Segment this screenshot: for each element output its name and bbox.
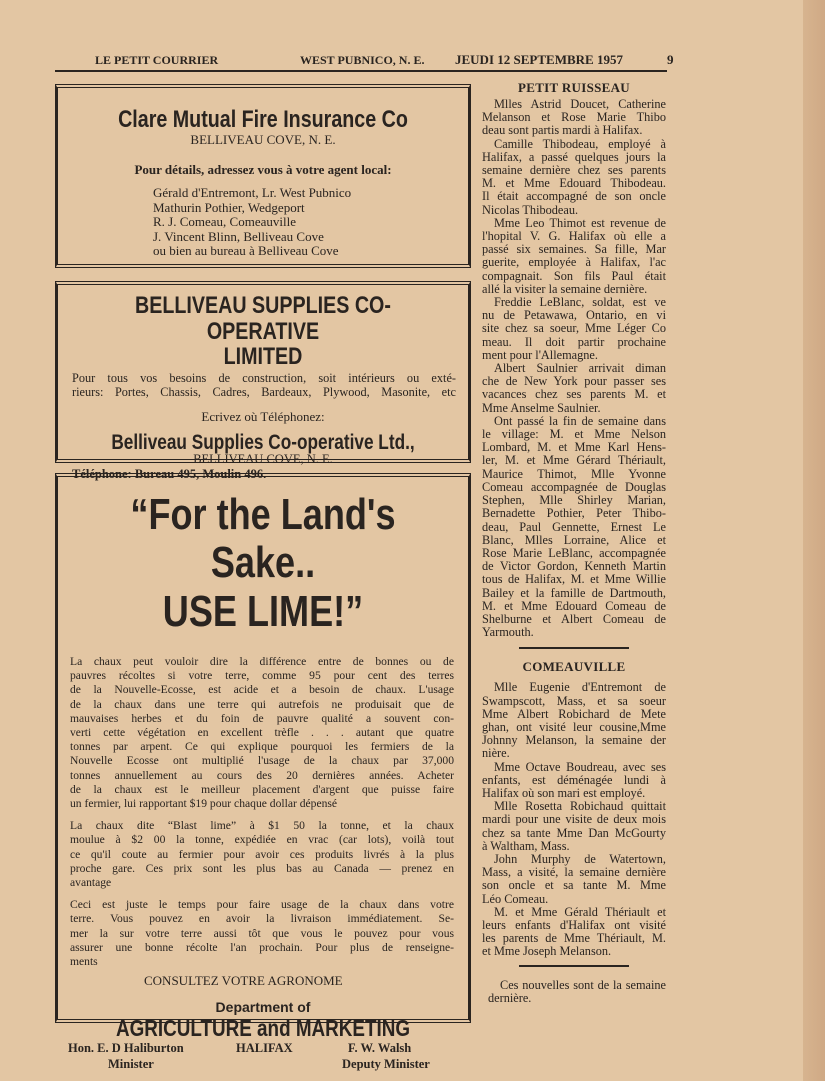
- text-line: Camille Thibodeau, employé à: [494, 136, 666, 151]
- text-line: che de New York pour passer ses: [482, 374, 666, 389]
- text-line: Melanson et Rose Marie Thibo: [482, 110, 666, 125]
- text-line: Stephen, Mlle Shirley Marian,: [482, 493, 666, 508]
- section-heading: PETIT RUISSEAU: [518, 80, 630, 95]
- text-line: verti cette végétation en excellent trèfle . . . autant que quatre: [70, 726, 454, 740]
- news-paragraph: [482, 906, 666, 959]
- text-line: à Waltham, Mass.: [482, 838, 570, 853]
- text-line: semaine dernière chez ses parents: [482, 163, 666, 178]
- text-line: Mlles Astrid Doucet, Catherine: [494, 97, 666, 111]
- text-line: Bailey et la famille de Dartmouth,: [482, 585, 666, 600]
- text-line: assurer une bonne récolte l'an prochain. Pour plus de renseigne-: [70, 940, 454, 954]
- agent-list: [153, 186, 468, 259]
- text-line: son oncle et sa tante M. Mme: [482, 878, 666, 893]
- section-heading: COMEAUVILLE: [522, 659, 626, 675]
- text-line: Blanc, Mlles Lorraine, Alice et: [482, 532, 666, 547]
- ad-consult: CONSULTEZ VOTRE AGRONOME: [144, 973, 343, 989]
- ad-paragraph: [70, 898, 454, 969]
- ad-title: Clare Mutual Fire Insurance Co: [118, 106, 408, 133]
- ad-headline: “For the Land's Sake..: [130, 490, 396, 587]
- news-paragraph: [482, 217, 666, 296]
- text-line: vacances chez ses parents M. et: [482, 387, 666, 402]
- text-line: avantage: [70, 876, 112, 890]
- text-line: dernière.: [488, 990, 532, 1005]
- section-comeauville: [482, 681, 666, 958]
- text-line: La chaux peut vouloir dire la différence entre de bonnes ou de: [70, 655, 454, 668]
- news-paragraph: [482, 362, 666, 415]
- text-line: tonnes annuellement au cours des 20 dernières années. Acheter: [70, 768, 454, 782]
- dept-line-1: Department of: [215, 999, 311, 1016]
- text-line: rieurs: Portes, Chassis, Cadres, Bardeaux, Plywood, Masonite, etc: [72, 385, 456, 399]
- divider: [519, 965, 629, 967]
- text-line: Freddie LeBlanc, soldat, est ve: [494, 295, 666, 310]
- ad-phone: Téléphone: Bureau 495, Moulin 496.: [72, 467, 267, 481]
- ad-intro: Pour détails, adressez vous à votre agent local:: [134, 162, 392, 177]
- text-line: Halifax où son mari est employé.: [482, 785, 646, 800]
- page-number: 9: [667, 52, 674, 67]
- text-line: Lombard, M. et Mme Karl Hens-: [482, 440, 666, 455]
- news-column: [482, 80, 666, 1005]
- text-line: Pour tous vos besoins de construction, soit intérieurs ou exté-: [72, 371, 456, 385]
- text-line: Comeau accompagnée de Douglas: [482, 479, 666, 494]
- page-edge: [803, 0, 825, 1081]
- text-line: de la Nouvelle-Ecosse, est acide et a besoin de chaux. L'usage: [70, 683, 454, 697]
- text-line: Mathurin Pothier, Wedgeport: [153, 199, 305, 215]
- text-line: proche gare. Ces prix sont les plus bas au Canada — prenez en: [70, 861, 454, 875]
- text-line: Mme Albert Robichard de Mete: [482, 706, 666, 721]
- text-line: ou bien au bureau à Belliveau Cove: [153, 243, 339, 258]
- text-line: John Murphy de Watertown,: [494, 851, 666, 866]
- text-line: Mlle Rosetta Robichaud quittait: [494, 799, 666, 814]
- masthead: [55, 50, 674, 72]
- minister-name: Hon. E. D Haliburton: [68, 1041, 184, 1056]
- ad-location: BELLIVEAU COVE, N. E.: [190, 132, 336, 147]
- text-line: Ceci est juste le temps pour faire usage de la chaux dans votre: [70, 898, 454, 912]
- deputy-name: F. W. Walsh: [348, 1041, 412, 1056]
- ad-title-2: LIMITED: [223, 343, 303, 370]
- text-line: Albert Saulnier arrivait diman: [494, 361, 666, 376]
- text-line: Mass, a visité, la semaine dernière: [482, 865, 666, 880]
- minister-title: Minister: [108, 1057, 154, 1072]
- news-paragraph: [482, 138, 666, 217]
- text-line: Yarmouth.: [482, 625, 534, 640]
- text-line: Maurice Thimot, Mlle Yvonne: [482, 466, 666, 481]
- divider: [519, 647, 629, 649]
- text-line: ce qu'il coute au fermier pour avoir ces produits livrés à la plus: [70, 847, 454, 861]
- place: WEST PUBNICO, N. E.: [300, 52, 425, 67]
- deputy-title: Deputy Minister: [342, 1057, 430, 1072]
- ad-contact: Ecrivez où Téléphonez:: [201, 409, 325, 424]
- text-line: enfants, est déménagée lundi à: [482, 772, 666, 787]
- text-line: Léo Comeau.: [482, 891, 549, 906]
- text-line: ment pour l'Allemagne.: [482, 347, 598, 362]
- text-line: deau, Paul Gennette, Ernest Le: [482, 519, 666, 534]
- text-line: nière.: [482, 746, 510, 761]
- text-line: mauvaises herbes et du foin de pauvre qualité a souvent con-: [70, 711, 454, 725]
- ad-location: BELLIVEAU COVE, N. E.: [193, 452, 333, 466]
- ad-use-lime: [55, 473, 471, 1072]
- text-line: M. et Mme Edouard Comeau de: [482, 598, 666, 613]
- text-line: les parents de Mme Thériault, M.: [482, 931, 666, 946]
- ad-title: BELLIVEAU SUPPLIES CO-OPERATIVE: [135, 292, 391, 345]
- text-line: mardi pour une visite de deux mois: [482, 812, 666, 827]
- text-line: Rose Marie LeBlanc, accompagnée: [482, 545, 666, 560]
- text-line: Il était accompagné de son oncle: [482, 189, 666, 204]
- text-line: Shelburne et Albert Comeau de: [482, 611, 666, 626]
- text-line: passé six semaines. Sa fille, Mar: [482, 242, 666, 257]
- text-line: de la chaux dans une terre qui autrefois ne produisait que de: [70, 697, 454, 711]
- news-paragraph: [482, 415, 666, 639]
- news-paragraph: [482, 761, 666, 801]
- ad-headline-2: USE LIME!”: [162, 587, 364, 636]
- text-line: Ont passé la fin de semaine dans: [494, 413, 666, 428]
- text-line: pauvres récoltes si votre terre, comme 95 pour cent des terres: [70, 669, 454, 683]
- ad-body: [72, 371, 456, 399]
- paper-name: LE PETIT COURRIER: [95, 52, 219, 67]
- text-line: ler, M. et Mme Gérard Thériault,: [482, 453, 666, 468]
- text-line: Bernadette Pothier, Peter Thibo-: [482, 506, 666, 521]
- text-line: Johnny Melanson, la semaine der: [482, 733, 666, 748]
- text-line: ghan, ont visité leur cousine,Mme: [482, 719, 666, 734]
- text-line: nu de Petawawa, Ontario, en vi: [482, 308, 666, 323]
- text-line: Mme Leo Thimot est revenue de: [494, 215, 666, 230]
- closing-note: [482, 979, 666, 1005]
- text-line: M. et Mme Edouard Thibodeau.: [482, 176, 666, 191]
- text-line: terre. Vous pouvez en avoir la livraison immédiatement. Se-: [70, 912, 454, 926]
- text-line: Mme Anselme Saulnier.: [482, 400, 601, 415]
- text-line: La chaux dite “Blast lime” à $1 50 la tonne, et la chaux: [70, 819, 454, 833]
- text-line: Ces nouvelles sont de la semaine: [500, 977, 666, 992]
- text-line: tonnes par arpent. Ce qui explique pourquoi les fermiers de la: [70, 740, 454, 754]
- ad-company: Belliveau Supplies Co-operative Ltd.,: [111, 431, 415, 454]
- news-paragraph: [482, 800, 666, 853]
- text-line: Swampscott, Mass, et sa soeur: [482, 693, 666, 708]
- news-paragraph: [482, 296, 666, 362]
- text-line: de Victor Gordon, Kenneth Martin: [482, 559, 666, 574]
- text-line: le village: M. et Mme Nelson: [482, 427, 666, 442]
- text-line: guerite, employée à Halifax, l'ac: [482, 255, 666, 270]
- text-line: et Mme Joseph Melanson.: [482, 944, 612, 959]
- news-paragraph: [482, 98, 666, 138]
- text-line: ments: [70, 955, 98, 969]
- text-line: mer la sur votre terre aussi tôt que vous le pouvez pour vous: [70, 926, 454, 940]
- text-line: Gérald d'Entremont, Lr. West Pubnico: [153, 185, 352, 200]
- text-line: moulue à $2 00 la tonne, expédiée en vrac (car lots), voilà tout: [70, 833, 454, 847]
- text-line: de la chaux est le meilleur placement d'argent que puisse faire: [70, 782, 454, 796]
- text-line: compagnait. Son fils Paul était: [482, 268, 666, 283]
- text-line: site chez sa soeur, Mme Léger Co: [482, 321, 666, 336]
- text-line: tous de Halifax, M. et Mme Willie: [482, 572, 666, 587]
- text-line: allé la visiter la semaine dernière.: [482, 281, 648, 296]
- ad-clare-mutual: [55, 84, 471, 268]
- news-paragraph: [482, 853, 666, 906]
- ad-paragraph: [70, 819, 454, 890]
- ad-paragraph: [70, 655, 454, 811]
- city: HALIFAX: [236, 1041, 293, 1056]
- text-line: Nouvelle Ecosse ont multiplié l'usage de la chaux par 37,000: [70, 754, 454, 768]
- issue-date: JEUDI 12 SEPTEMBRE 1957: [455, 52, 623, 67]
- text-line: M. et Mme Gérald Thériault et: [494, 904, 666, 919]
- dept-line-2: AGRICULTURE and MARKETING: [115, 1015, 411, 1042]
- text-line: Nicolas Thibodeau.: [482, 202, 579, 217]
- text-line: R. J. Comeau, Comeauville: [153, 214, 296, 229]
- text-line: chez sa tante Mme Dan McGourty: [482, 825, 666, 840]
- text-line: Mme Octave Boudreau, avec ses: [494, 759, 666, 774]
- news-paragraph: [482, 681, 666, 760]
- text-line: un fermier, lui rapportant $19 pour chaque dollar dépensé: [70, 797, 338, 811]
- signatures: [58, 1041, 468, 1075]
- text-line: leurs enfants d'Halifax ont visité: [482, 917, 666, 932]
- section-petit-ruisseau: [482, 98, 666, 639]
- text-line: deau sont partis mardi à Halifax.: [482, 123, 643, 138]
- text-line: J. Vincent Blinn, Belliveau Cove: [153, 228, 324, 244]
- ad-belliveau-supplies: [55, 281, 471, 481]
- text-line: l'hopital V. G. Halifax où elle a: [482, 229, 666, 244]
- text-line: Mlle Eugenie d'Entremont de: [494, 680, 666, 695]
- text-line: Halifax, a passé quelques jours la: [482, 149, 666, 164]
- text-line: meau. Il doit partir prochaine: [482, 334, 666, 349]
